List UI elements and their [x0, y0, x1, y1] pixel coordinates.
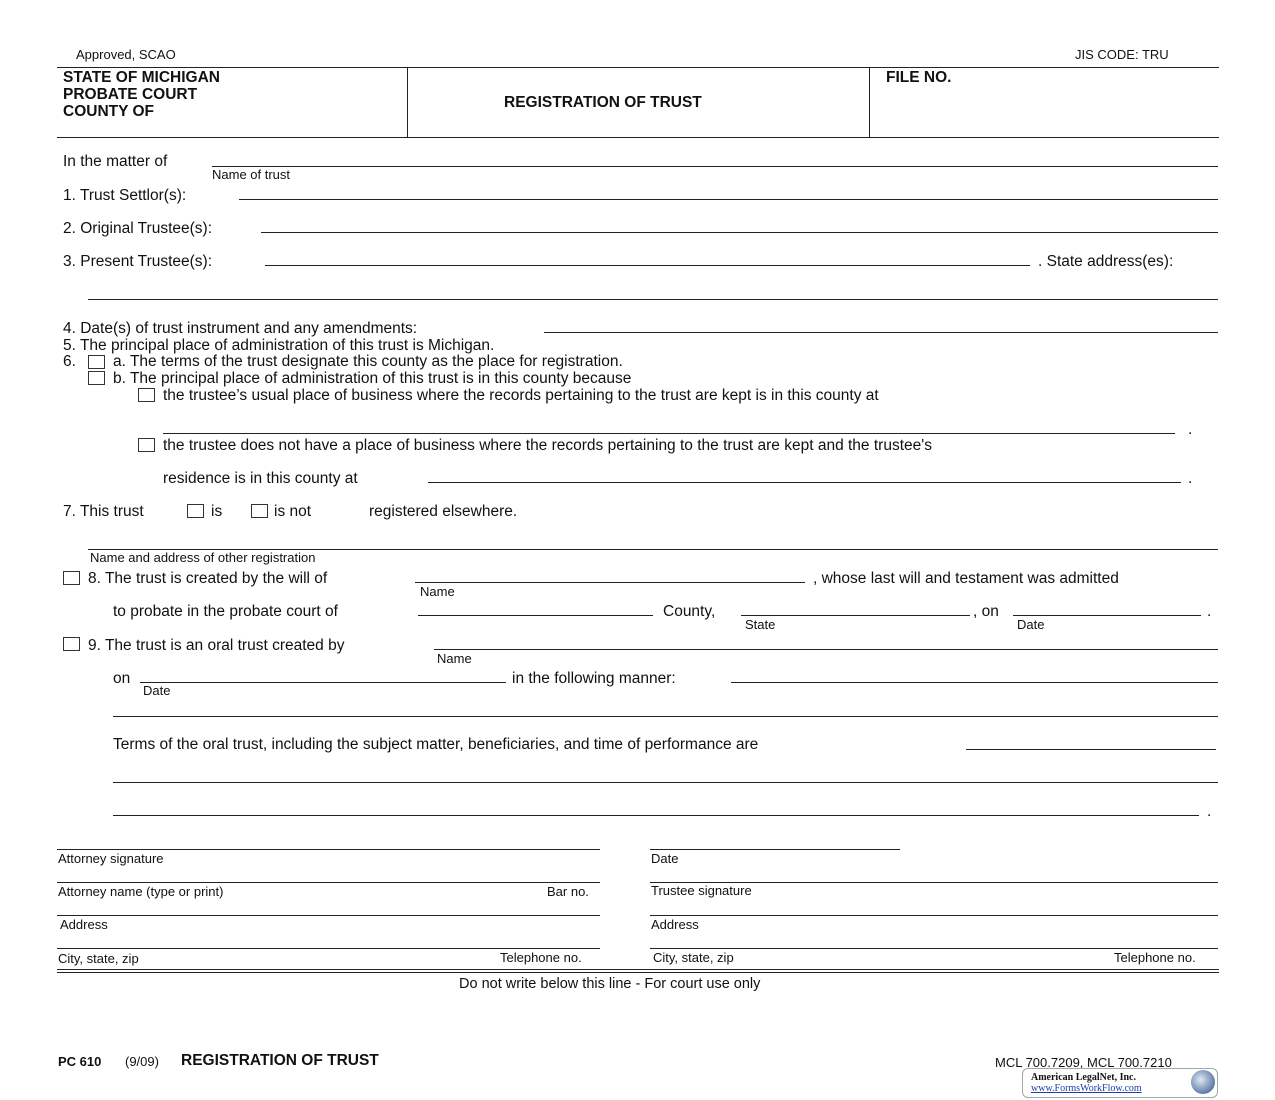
court-use-rule-1 — [57, 969, 1219, 970]
item6b-option1-text: the trustee’s usual place of business where the records pertaining to the trust are kept is in this county at — [163, 387, 879, 404]
item6b-checkbox[interactable] — [88, 371, 105, 385]
oral-terms-field[interactable] — [966, 749, 1216, 750]
trustee-signature-caption: Trustee signature — [651, 883, 752, 898]
settlor-field[interactable] — [239, 199, 1218, 200]
item6b-option2-text: the trustee does not have a place of business where the records pertaining to the trust are kept and the trustee's — [163, 437, 932, 454]
original-trustee-field[interactable] — [261, 232, 1218, 233]
period-4: . — [1207, 803, 1212, 820]
item7-is-checkbox[interactable] — [187, 504, 204, 518]
item4-label: 4. Date(s) of trust instrument and any amendments: — [63, 320, 418, 337]
mcl-reference: MCL 700.7209, MCL 700.7210 — [995, 1055, 1172, 1070]
globe-icon — [1191, 1070, 1215, 1094]
state-caption: State — [745, 617, 776, 632]
date-caption-sig: Date — [651, 851, 679, 866]
item6a-text: a. The terms of the trust designate this county as the place for registration. — [113, 353, 623, 370]
item7-is-not-label: is not — [274, 503, 312, 520]
item6b-option1-checkbox[interactable] — [138, 388, 155, 402]
approved-text: Approved, SCAO — [76, 47, 176, 62]
testator-name-field[interactable] — [415, 582, 805, 583]
attorney-telephone-caption: Telephone no. — [500, 950, 582, 965]
court-line-probate: PROBATE COURT — [63, 86, 198, 103]
item7-suffix: registered elsewhere. — [369, 503, 518, 520]
legalnet-logo[interactable] — [1022, 1068, 1218, 1098]
footer-form-title: REGISTRATION OF TRUST — [181, 1052, 379, 1069]
oral-trust-creator-field[interactable] — [434, 649, 1218, 650]
oral-terms-line2[interactable] — [113, 782, 1218, 783]
form-title: REGISTRATION OF TRUST — [504, 94, 702, 111]
manner-field-line2[interactable] — [113, 716, 1218, 717]
item6b-option2-checkbox[interactable] — [138, 438, 155, 452]
probate-date-field[interactable] — [1013, 615, 1201, 616]
state-address-label: . State address(es): — [1038, 253, 1174, 270]
item1-label: 1. Trust Settlor(s): — [63, 187, 187, 204]
manner-label: in the following manner: — [512, 670, 676, 687]
trustee-address-line[interactable] — [650, 915, 1218, 916]
period-1: . — [1188, 421, 1193, 438]
attorney-address-line[interactable] — [57, 915, 600, 916]
date-line[interactable] — [650, 849, 900, 850]
in-matter-label: In the matter of — [63, 153, 168, 170]
address-field[interactable] — [88, 299, 1218, 300]
date-caption: Date — [1017, 617, 1045, 632]
court-line-county: COUNTY OF — [63, 103, 154, 120]
attorney-name-caption: Attorney name (type or print) — [58, 884, 224, 899]
item5-text: 5. The principal place of administration of this trust is Michigan. — [63, 337, 495, 354]
attorney-signature-caption: Attorney signature — [58, 851, 164, 866]
file-no-label: FILE NO. — [886, 69, 952, 86]
oral-date-field[interactable] — [140, 682, 506, 683]
item8-checkbox[interactable] — [63, 571, 80, 585]
attorney-name-line[interactable] — [57, 882, 600, 883]
attorney-address-caption: Address — [60, 917, 108, 932]
item6b-text: b. The principal place of administration of this trust is in this county because — [113, 370, 632, 387]
item2-label: 2. Original Trustee(s): — [63, 220, 213, 237]
form-date: (9/09) — [125, 1054, 159, 1069]
attorney-city-line[interactable] — [57, 948, 600, 949]
form-code: PC 610 — [58, 1054, 102, 1069]
other-registration-caption: Name and address of other registration — [90, 550, 316, 565]
item8-admitted-text: , whose last will and testament was admitted — [813, 570, 1119, 587]
period-3: . — [1207, 603, 1212, 620]
name-of-trust-caption: Name of trust — [212, 167, 291, 182]
header-divider-2 — [869, 67, 870, 137]
item9-checkbox[interactable] — [63, 637, 80, 651]
court-line-state: STATE OF MICHIGAN — [63, 69, 220, 86]
item6-number: 6. — [63, 353, 76, 370]
residence-address-field[interactable] — [428, 482, 1181, 483]
probate-county-field[interactable] — [418, 615, 653, 616]
testator-name-caption: Name — [420, 584, 455, 599]
header-top-rule — [57, 67, 1219, 68]
court-use-text: Do not write below this line - For court use only — [459, 976, 761, 992]
county-label: County, — [663, 603, 716, 620]
bar-no-caption: Bar no. — [547, 884, 589, 899]
header-divider-1 — [407, 67, 408, 137]
item6b-option2-cont: residence is in this county at — [163, 470, 358, 487]
court-use-rule-2 — [57, 972, 1219, 973]
oral-creator-name-caption: Name — [437, 651, 472, 666]
item6a-checkbox[interactable] — [88, 355, 105, 369]
attorney-signature-line[interactable] — [57, 849, 600, 850]
header-bottom-rule — [57, 137, 1219, 138]
present-trustee-field[interactable] — [265, 265, 1030, 266]
item7-is-not-checkbox[interactable] — [251, 504, 268, 518]
probate-court-label: to probate in the probate court of — [113, 603, 338, 620]
item7-is-label: is — [211, 503, 223, 520]
item7-label: 7. This trust — [63, 503, 144, 520]
probate-state-field[interactable] — [741, 615, 970, 616]
instrument-date-field[interactable] — [544, 332, 1218, 333]
oral-terms-label: Terms of the oral trust, including the subject matter, beneficiaries, and time of performance are — [113, 736, 759, 753]
oral-terms-line3[interactable] — [113, 815, 1199, 816]
manner-field[interactable] — [731, 682, 1218, 683]
business-address-field[interactable] — [163, 433, 1175, 434]
trustee-city-caption: City, state, zip — [653, 950, 734, 965]
attorney-city-caption: City, state, zip — [58, 951, 139, 966]
item9-label: 9. The trust is an oral trust created by — [88, 637, 345, 654]
item3-label: 3. Present Trustee(s): — [63, 253, 213, 270]
oral-date-caption: Date — [143, 683, 171, 698]
trustee-address-caption: Address — [651, 917, 699, 932]
trustee-city-line[interactable] — [650, 948, 1218, 949]
oral-on-label: on — [113, 670, 131, 687]
trustee-telephone-caption: Telephone no. — [1114, 950, 1196, 965]
period-2: . — [1188, 470, 1193, 487]
item8-label: 8. The trust is created by the will of — [88, 570, 328, 587]
logo-url[interactable]: www.FormsWorkFlow.com — [1031, 1083, 1142, 1094]
on-label: , on — [973, 603, 999, 620]
logo-name: American LegalNet, Inc. — [1031, 1072, 1136, 1083]
trust-name-field[interactable] — [212, 166, 1218, 167]
jis-code: JIS CODE: TRU — [1075, 47, 1169, 62]
